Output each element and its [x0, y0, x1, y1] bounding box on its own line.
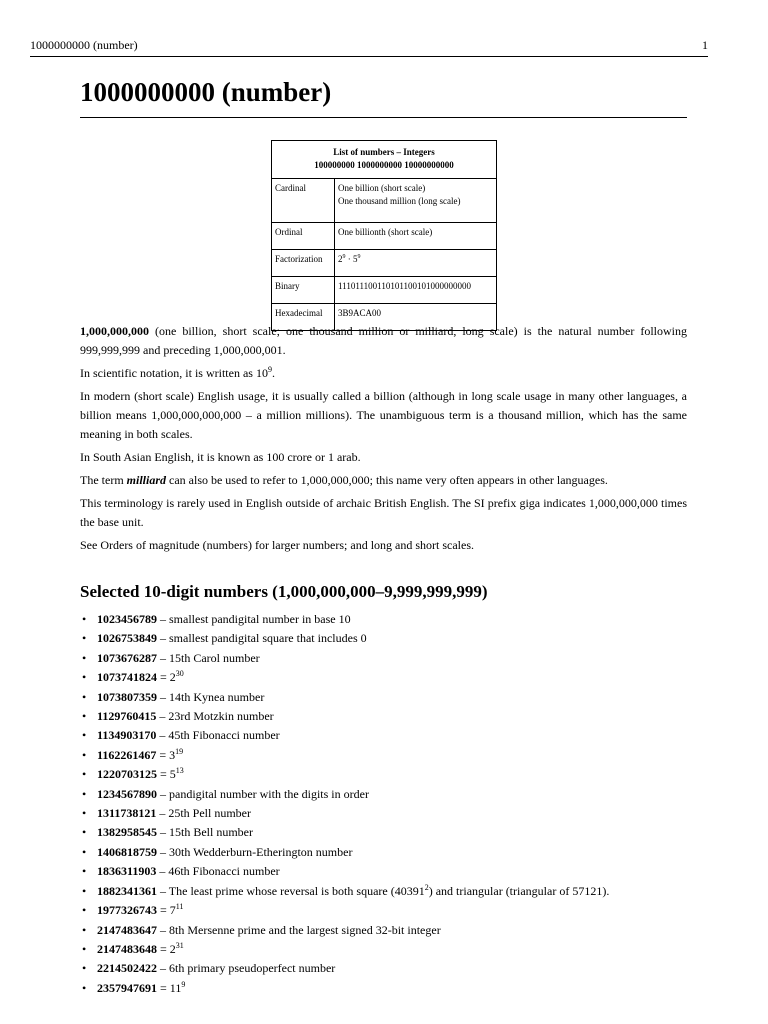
- hexadecimal-label: Hexadecimal: [272, 304, 335, 331]
- list-item: [80, 959, 700, 978]
- list-item-text: – 15th Carol number: [157, 650, 260, 665]
- paragraph-short-scale: In modern (short scale) English usage, it is usually called a billion (although in long scale usage in many other languages, a billion means 1,000,000,000,000 – a million millions). The unambiguous term is a thousand million, which has the same meaning in both scales.: [80, 389, 687, 441]
- list-item-text: – 6th primary pseudoperfect number: [157, 961, 336, 976]
- factor-base-1: 2: [338, 254, 343, 265]
- paragraph-scientific: [80, 364, 687, 383]
- list-item-text: = 2: [157, 941, 176, 956]
- list-item-number: 2147483647: [97, 922, 157, 937]
- list-item-number: 1382958545: [97, 825, 157, 840]
- list-item-text: = 5: [157, 767, 176, 782]
- factorization-value: [335, 250, 497, 277]
- binary-label: Binary: [272, 277, 335, 304]
- list-item-number: 1134903170: [97, 728, 157, 743]
- list-item-text: = 3: [156, 747, 176, 762]
- list-item-exponent: 13: [175, 766, 184, 776]
- scientific-period: .: [271, 366, 275, 380]
- list-item: [80, 843, 700, 862]
- list-item-exponent: 19: [175, 746, 184, 756]
- infobox-header: [272, 141, 497, 179]
- list-item: [80, 746, 700, 765]
- list-item-number: 1073807359: [97, 689, 157, 704]
- factorization-label: Factorization: [272, 250, 335, 277]
- list-item-number: 1026753849: [97, 631, 157, 646]
- list-item: [80, 921, 700, 940]
- list-item-number: 1073741824: [97, 670, 157, 685]
- list-item-number: 1311738121: [97, 806, 157, 821]
- list-item: [80, 649, 700, 668]
- list-item: [80, 629, 700, 648]
- list-item: [80, 610, 700, 629]
- binary-value: 111011100110101100101000000000: [335, 277, 497, 304]
- intro-text: (one billion, short scale; one thousand million or milliard, long scale) is the natural number following 999,999,999 and preceding 1,000,000,001.: [80, 324, 687, 357]
- list-item-text: – 23rd Motzkin number: [156, 709, 274, 724]
- list-item-text: = 2: [157, 670, 176, 685]
- list-item-number: 2214502422: [97, 961, 157, 976]
- list-item-text: – smallest pandigital number in base 10: [157, 612, 351, 626]
- infobox-table: [271, 140, 497, 331]
- milliard-pre: The term: [80, 473, 127, 487]
- list-item: [80, 882, 700, 901]
- running-header-title: 1000000000 (number): [30, 38, 138, 52]
- list-item: [80, 785, 700, 804]
- cardinal-label: Cardinal: [272, 179, 335, 223]
- list-item-number: 1129760415: [97, 709, 157, 724]
- list-item-number: 1162261467: [97, 747, 157, 762]
- ordinal-label: Ordinal: [272, 223, 335, 250]
- paragraph-south-asian: In South Asian English, it is known as 100 crore or 1 arab.: [80, 450, 361, 464]
- list-item-text: – 14th Kynea number: [157, 689, 265, 704]
- list-item-text: = 7: [157, 903, 176, 918]
- list-item: [80, 823, 700, 842]
- factor-base-2: 5: [353, 254, 358, 265]
- list-item: [80, 726, 700, 745]
- list-item-number: 1234567890: [97, 786, 157, 801]
- list-item: [80, 979, 700, 998]
- running-header: [30, 38, 708, 53]
- paragraph-intro: [80, 322, 687, 360]
- paragraph-milliard: [80, 471, 687, 490]
- scientific-text: In scientific notation, it is written as 10: [80, 366, 268, 380]
- list-item: [80, 668, 700, 687]
- list-item-text: – 15th Bell number: [157, 825, 253, 840]
- list-item-number: 1882341361: [97, 883, 157, 898]
- list-item: [80, 862, 700, 881]
- list-item-number: 1073676287: [97, 650, 157, 665]
- page-number: 1: [702, 38, 708, 52]
- paragraph-see-also: See Orders of magnitude (numbers) for larger numbers; and long and short scales.: [80, 538, 475, 552]
- number-list: [80, 610, 700, 998]
- list-item: [80, 940, 700, 959]
- list-item-number: 1023456789: [97, 612, 157, 626]
- list-item-number: 1836311903: [97, 864, 157, 879]
- list-item-number: 1220703125: [97, 767, 157, 782]
- list-item-text: – 46th Fibonacci number: [156, 864, 280, 879]
- list-item-text: – pandigital number with the digits in order: [157, 786, 369, 801]
- list-item-number: 2147483648: [97, 941, 157, 956]
- list-item-exponent: 31: [175, 940, 184, 950]
- hexadecimal-value: 3B9ACA00: [335, 304, 497, 331]
- list-item-text: – 8th Mersenne prime and the largest signed 32-bit integer: [157, 922, 441, 937]
- article-body: [80, 322, 687, 559]
- list-item-text: = 11: [157, 980, 182, 995]
- scientific-exponent: 9: [267, 365, 272, 374]
- list-item: [80, 765, 700, 784]
- list-item-number: 2357947691: [97, 980, 157, 995]
- list-item-number: 1406818759: [97, 844, 157, 859]
- list-item: [80, 707, 700, 726]
- cardinal-value: [335, 179, 497, 223]
- list-item: [80, 901, 700, 920]
- list-item-text: – smallest pandigital square that includes 0: [157, 631, 367, 646]
- ordinal-value: One billionth (short scale): [335, 223, 497, 250]
- cardinal-line-1: One billion (short scale): [338, 183, 426, 194]
- list-item-text-after: ) and triangular (triangular of 57121).: [428, 883, 610, 898]
- list-item: [80, 804, 700, 823]
- factor-exp-2: 9: [357, 254, 361, 261]
- list-item: [80, 688, 700, 707]
- infobox-subheading: 100000000 1000000000 10000000000: [314, 159, 454, 170]
- infobox-heading: List of numbers – Integers: [333, 147, 435, 157]
- header-rule: [30, 56, 708, 57]
- list-item-exponent: 11: [175, 902, 184, 912]
- list-item-exponent: 9: [181, 979, 186, 989]
- cardinal-line-2: One thousand million (long scale): [338, 195, 461, 206]
- title-rule: [80, 117, 687, 118]
- factor-exp-1: 9: [342, 254, 346, 261]
- page-title: 1000000000 (number): [80, 77, 332, 107]
- section-heading: Selected 10-digit numbers (1,000,000,000–9,999,999,999): [80, 582, 488, 601]
- list-item-text: – 45th Fibonacci number: [156, 728, 280, 743]
- list-item-number: 1977326743: [97, 903, 157, 918]
- list-item-text: – 30th Wedderburn-Etherington number: [157, 844, 353, 859]
- paragraph-terminology: This terminology is rarely used in English outside of archaic British English. The SI prefix giga indicates 1,000,000,000 times the base unit.: [80, 496, 687, 529]
- factor-separator: ·: [345, 254, 353, 265]
- list-item-text: – The least prime whose reversal is both square (40391: [157, 883, 425, 898]
- milliard-term: milliard: [126, 473, 166, 487]
- list-item-exponent: 2: [424, 882, 429, 892]
- intro-bold-number: 1,000,000,000: [80, 324, 149, 338]
- milliard-post: can also be used to refer to 1,000,000,000; this name very often appears in other languages.: [166, 473, 608, 487]
- list-item-text: – 25th Pell number: [156, 806, 252, 821]
- list-item-exponent: 30: [175, 669, 184, 679]
